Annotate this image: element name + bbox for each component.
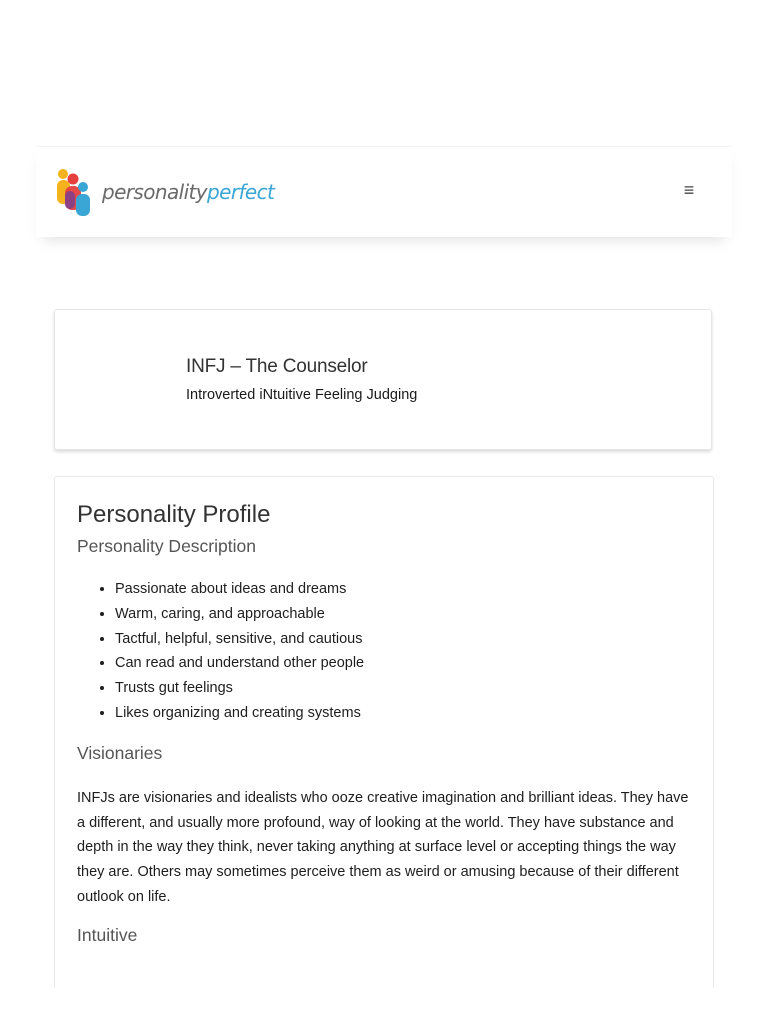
visionaries-paragraph: INFJs are visionaries and idealists who ooze creative imagination and brilliant ideas. They have a different, and usually more profound, way of looking at the world. They have substance and depth in the way they think, never taking anything at surface level or accepting things the way they are. Others may sometimes perceive them as weird or amusing because of their different outlook on life.	[77, 789, 689, 905]
list-item: • Can read and understand other people	[115, 651, 693, 676]
list-item: • Tactful, helpful, sensitive, and cautious	[115, 627, 693, 652]
list-item: • Warm, caring, and approachable	[115, 602, 693, 627]
description-heading: Personality Description	[77, 536, 256, 556]
type-subtitle: Introverted iNtuitive Feeling Judging	[186, 387, 418, 403]
personality-type-card	[54, 309, 712, 450]
logo-wordmark	[102, 182, 274, 202]
visionaries-heading: Visionaries	[77, 742, 163, 763]
site-logo[interactable]	[54, 167, 274, 217]
trait-list	[77, 577, 693, 726]
logo-wordmark-dark: personality	[102, 180, 208, 204]
personality-profile-card	[54, 476, 714, 988]
site-header	[36, 146, 732, 237]
profile-title: Personality Profile	[77, 501, 271, 528]
profile-content	[77, 499, 693, 948]
type-title: INFJ – The Counselor	[186, 356, 368, 377]
list-item: • Likes organizing and creating systems	[115, 701, 693, 726]
logo-people-icon	[54, 167, 94, 217]
hamburger-icon[interactable]: ≡	[683, 180, 695, 200]
list-item: • Passionate about ideas and dreams	[115, 577, 693, 602]
logo-wordmark-light: perfect	[207, 180, 275, 204]
list-item: • Trusts gut feelings	[115, 676, 693, 701]
intuitive-heading: Intuitive	[77, 924, 138, 945]
